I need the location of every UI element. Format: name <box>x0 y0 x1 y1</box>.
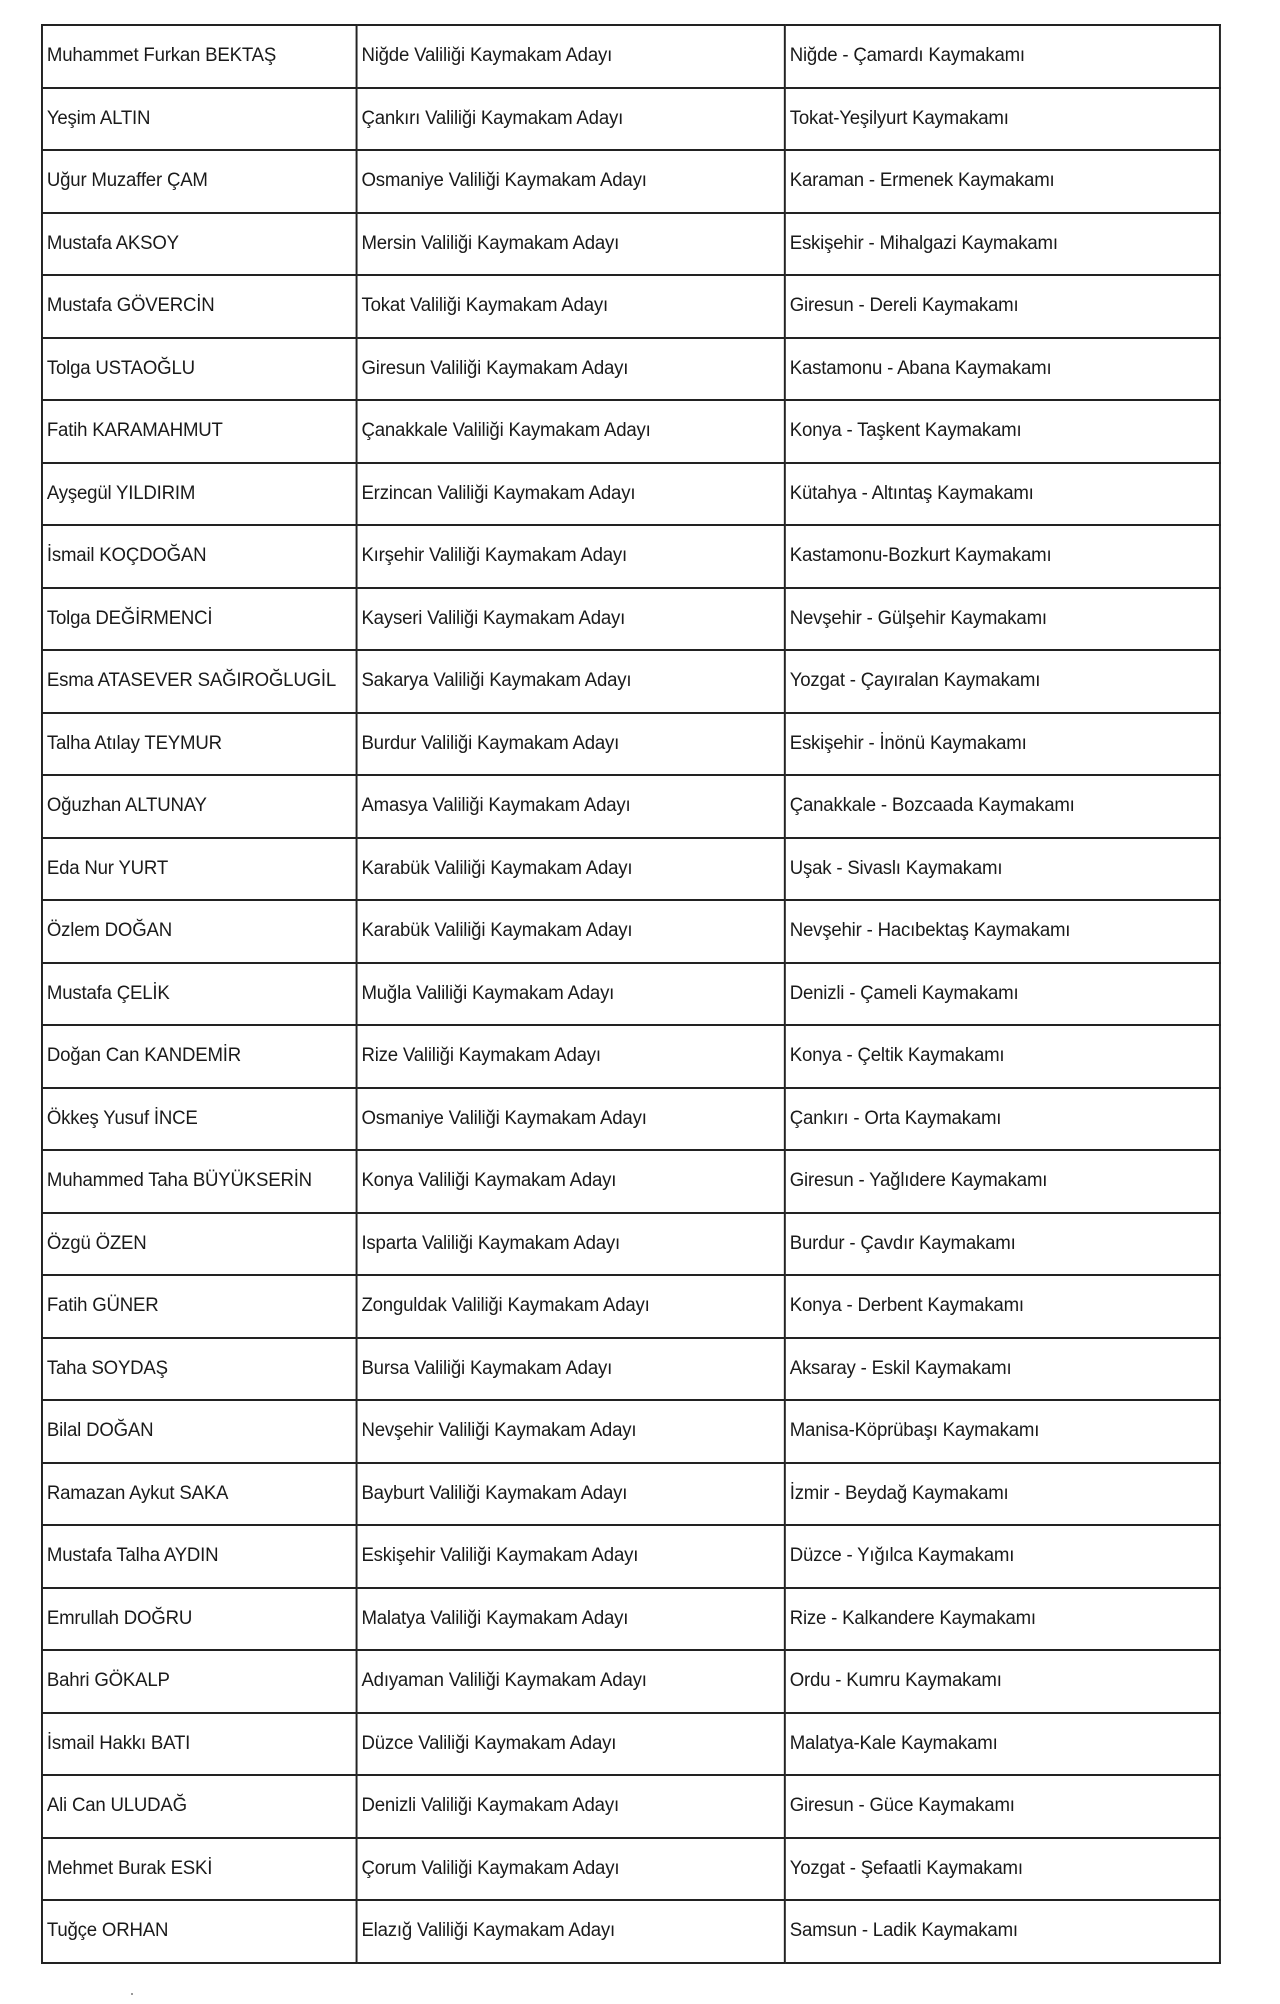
table-row <box>42 1463 1220 1526</box>
name-cell: Bilal DOĞAN <box>42 1400 357 1463</box>
current-position-cell: Rize Valiliği Kaymakam Adayı <box>357 1025 785 1088</box>
table-body <box>42 25 1220 1963</box>
current-position-cell: Çankırı Valiliği Kaymakam Adayı <box>357 88 785 151</box>
current-position-cell: Burdur Valiliği Kaymakam Adayı <box>357 713 785 776</box>
current-position-cell: Tokat Valiliği Kaymakam Adayı <box>357 275 785 338</box>
table-row <box>42 400 1220 463</box>
current-position-cell: Amasya Valiliği Kaymakam Adayı <box>357 775 785 838</box>
new-assignment-cell: Karaman - Ermenek Kaymakamı <box>785 150 1220 213</box>
new-assignment-cell: Yozgat - Çayıralan Kaymakamı <box>785 650 1220 713</box>
table-row <box>42 463 1220 526</box>
new-assignment-cell: Rize - Kalkandere Kaymakamı <box>785 1588 1220 1651</box>
name-cell: Yeşim ALTIN <box>42 88 357 151</box>
name-cell: Eda Nur YURT <box>42 838 357 901</box>
table-row <box>42 1838 1220 1901</box>
current-position-cell: Nevşehir Valiliği Kaymakam Adayı <box>357 1400 785 1463</box>
table-row <box>42 88 1220 151</box>
current-position-cell: Zonguldak Valiliği Kaymakam Adayı <box>357 1275 785 1338</box>
table-row <box>42 588 1220 651</box>
current-position-cell: Çanakkale Valiliği Kaymakam Adayı <box>357 400 785 463</box>
current-position-cell: Kayseri Valiliği Kaymakam Adayı <box>357 588 785 651</box>
current-position-cell: Osmaniye Valiliği Kaymakam Adayı <box>357 150 785 213</box>
name-cell: Muhammet Furkan BEKTAŞ <box>42 25 357 88</box>
table-row <box>42 1150 1220 1213</box>
new-assignment-cell: İzmir - Beydağ Kaymakamı <box>785 1463 1220 1526</box>
scan-speck <box>131 1993 133 1995</box>
current-position-cell: Mersin Valiliği Kaymakam Adayı <box>357 213 785 276</box>
current-position-cell: Düzce Valiliği Kaymakam Adayı <box>357 1713 785 1776</box>
name-cell: Ökkeş Yusuf İNCE <box>42 1088 357 1151</box>
appointment-table <box>41 24 1221 1964</box>
table-row <box>42 1650 1220 1713</box>
name-cell: Taha SOYDAŞ <box>42 1338 357 1401</box>
name-cell: Emrullah DOĞRU <box>42 1588 357 1651</box>
table-row <box>42 963 1220 1026</box>
table-row <box>42 25 1220 88</box>
name-cell: Ali Can ULUDAĞ <box>42 1775 357 1838</box>
table-row <box>42 1713 1220 1776</box>
new-assignment-cell: Çankırı - Orta Kaymakamı <box>785 1088 1220 1151</box>
table-row <box>42 1400 1220 1463</box>
name-cell: Tuğçe ORHAN <box>42 1900 357 1963</box>
name-cell: Muhammed Taha BÜYÜKSERİN <box>42 1150 357 1213</box>
new-assignment-cell: Aksaray - Eskil Kaymakamı <box>785 1338 1220 1401</box>
name-cell: Tolga DEĞİRMENCİ <box>42 588 357 651</box>
name-cell: Uğur Muzaffer ÇAM <box>42 150 357 213</box>
table-row <box>42 900 1220 963</box>
name-cell: Özgü ÖZEN <box>42 1213 357 1276</box>
table-row <box>42 1213 1220 1276</box>
table-row <box>42 275 1220 338</box>
name-cell: Mehmet Burak ESKİ <box>42 1838 357 1901</box>
current-position-cell: Osmaniye Valiliği Kaymakam Adayı <box>357 1088 785 1151</box>
table-row <box>42 1588 1220 1651</box>
current-position-cell: Eskişehir Valiliği Kaymakam Adayı <box>357 1525 785 1588</box>
new-assignment-cell: Eskişehir - Mihalgazi Kaymakamı <box>785 213 1220 276</box>
name-cell: Ayşegül YILDIRIM <box>42 463 357 526</box>
table-row <box>42 150 1220 213</box>
current-position-cell: Elazığ Valiliği Kaymakam Adayı <box>357 1900 785 1963</box>
table-row <box>42 1900 1220 1963</box>
current-position-cell: Çorum Valiliği Kaymakam Adayı <box>357 1838 785 1901</box>
new-assignment-cell: Konya - Çeltik Kaymakamı <box>785 1025 1220 1088</box>
new-assignment-cell: Eskişehir - İnönü Kaymakamı <box>785 713 1220 776</box>
current-position-cell: Bursa Valiliği Kaymakam Adayı <box>357 1338 785 1401</box>
current-position-cell: Isparta Valiliği Kaymakam Adayı <box>357 1213 785 1276</box>
name-cell: Mustafa ÇELİK <box>42 963 357 1026</box>
new-assignment-cell: Düzce - Yığılca Kaymakamı <box>785 1525 1220 1588</box>
table-row <box>42 1025 1220 1088</box>
name-cell: Oğuzhan ALTUNAY <box>42 775 357 838</box>
name-cell: Esma ATASEVER SAĞIROĞLUGİL <box>42 650 357 713</box>
table-row <box>42 213 1220 276</box>
new-assignment-cell: Niğde - Çamardı Kaymakamı <box>785 25 1220 88</box>
new-assignment-cell: Çanakkale - Bozcaada Kaymakamı <box>785 775 1220 838</box>
new-assignment-cell: Uşak - Sivaslı Kaymakamı <box>785 838 1220 901</box>
name-cell: Doğan Can KANDEMİR <box>42 1025 357 1088</box>
new-assignment-cell: Yozgat - Şefaatli Kaymakamı <box>785 1838 1220 1901</box>
new-assignment-cell: Burdur - Çavdır Kaymakamı <box>785 1213 1220 1276</box>
new-assignment-cell: Kütahya - Altıntaş Kaymakamı <box>785 463 1220 526</box>
new-assignment-cell: Samsun - Ladik Kaymakamı <box>785 1900 1220 1963</box>
new-assignment-cell: Konya - Taşkent Kaymakamı <box>785 400 1220 463</box>
name-cell: Talha Atılay TEYMUR <box>42 713 357 776</box>
current-position-cell: Giresun Valiliği Kaymakam Adayı <box>357 338 785 401</box>
table-row <box>42 1275 1220 1338</box>
name-cell: Fatih KARAMAHMUT <box>42 400 357 463</box>
current-position-cell: Muğla Valiliği Kaymakam Adayı <box>357 963 785 1026</box>
new-assignment-cell: Nevşehir - Gülşehir Kaymakamı <box>785 588 1220 651</box>
table-row <box>42 338 1220 401</box>
name-cell: Ramazan Aykut SAKA <box>42 1463 357 1526</box>
table-row <box>42 1525 1220 1588</box>
new-assignment-cell: Manisa-Köprübaşı Kaymakamı <box>785 1400 1220 1463</box>
name-cell: Fatih GÜNER <box>42 1275 357 1338</box>
new-assignment-cell: Kastamonu - Abana Kaymakamı <box>785 338 1220 401</box>
table-row <box>42 1775 1220 1838</box>
current-position-cell: Bayburt Valiliği Kaymakam Adayı <box>357 1463 785 1526</box>
current-position-cell: Erzincan Valiliği Kaymakam Adayı <box>357 463 785 526</box>
name-cell: İsmail KOÇDOĞAN <box>42 525 357 588</box>
name-cell: İsmail Hakkı BATI <box>42 1713 357 1776</box>
table-row <box>42 838 1220 901</box>
name-cell: Bahri GÖKALP <box>42 1650 357 1713</box>
current-position-cell: Kırşehir Valiliği Kaymakam Adayı <box>357 525 785 588</box>
new-assignment-cell: Giresun - Yağlıdere Kaymakamı <box>785 1150 1220 1213</box>
name-cell: Özlem DOĞAN <box>42 900 357 963</box>
current-position-cell: Sakarya Valiliği Kaymakam Adayı <box>357 650 785 713</box>
name-cell: Mustafa AKSOY <box>42 213 357 276</box>
new-assignment-cell: Malatya-Kale Kaymakamı <box>785 1713 1220 1776</box>
current-position-cell: Karabük Valiliği Kaymakam Adayı <box>357 900 785 963</box>
current-position-cell: Malatya Valiliği Kaymakam Adayı <box>357 1588 785 1651</box>
current-position-cell: Niğde Valiliği Kaymakam Adayı <box>357 25 785 88</box>
table-row <box>42 775 1220 838</box>
table-row <box>42 525 1220 588</box>
table-row <box>42 650 1220 713</box>
name-cell: Mustafa GÖVERCİN <box>42 275 357 338</box>
current-position-cell: Adıyaman Valiliği Kaymakam Adayı <box>357 1650 785 1713</box>
name-cell: Mustafa Talha AYDIN <box>42 1525 357 1588</box>
new-assignment-cell: Ordu - Kumru Kaymakamı <box>785 1650 1220 1713</box>
current-position-cell: Konya Valiliği Kaymakam Adayı <box>357 1150 785 1213</box>
new-assignment-cell: Tokat-Yeşilyurt Kaymakamı <box>785 88 1220 151</box>
new-assignment-cell: Konya - Derbent Kaymakamı <box>785 1275 1220 1338</box>
new-assignment-cell: Nevşehir - Hacıbektaş Kaymakamı <box>785 900 1220 963</box>
new-assignment-cell: Giresun - Dereli Kaymakamı <box>785 275 1220 338</box>
new-assignment-cell: Kastamonu-Bozkurt Kaymakamı <box>785 525 1220 588</box>
current-position-cell: Denizli Valiliği Kaymakam Adayı <box>357 1775 785 1838</box>
table-row <box>42 1338 1220 1401</box>
new-assignment-cell: Denizli - Çameli Kaymakamı <box>785 963 1220 1026</box>
table-row <box>42 1088 1220 1151</box>
current-position-cell: Karabük Valiliği Kaymakam Adayı <box>357 838 785 901</box>
table-row <box>42 713 1220 776</box>
name-cell: Tolga USTAOĞLU <box>42 338 357 401</box>
new-assignment-cell: Giresun - Güce Kaymakamı <box>785 1775 1220 1838</box>
